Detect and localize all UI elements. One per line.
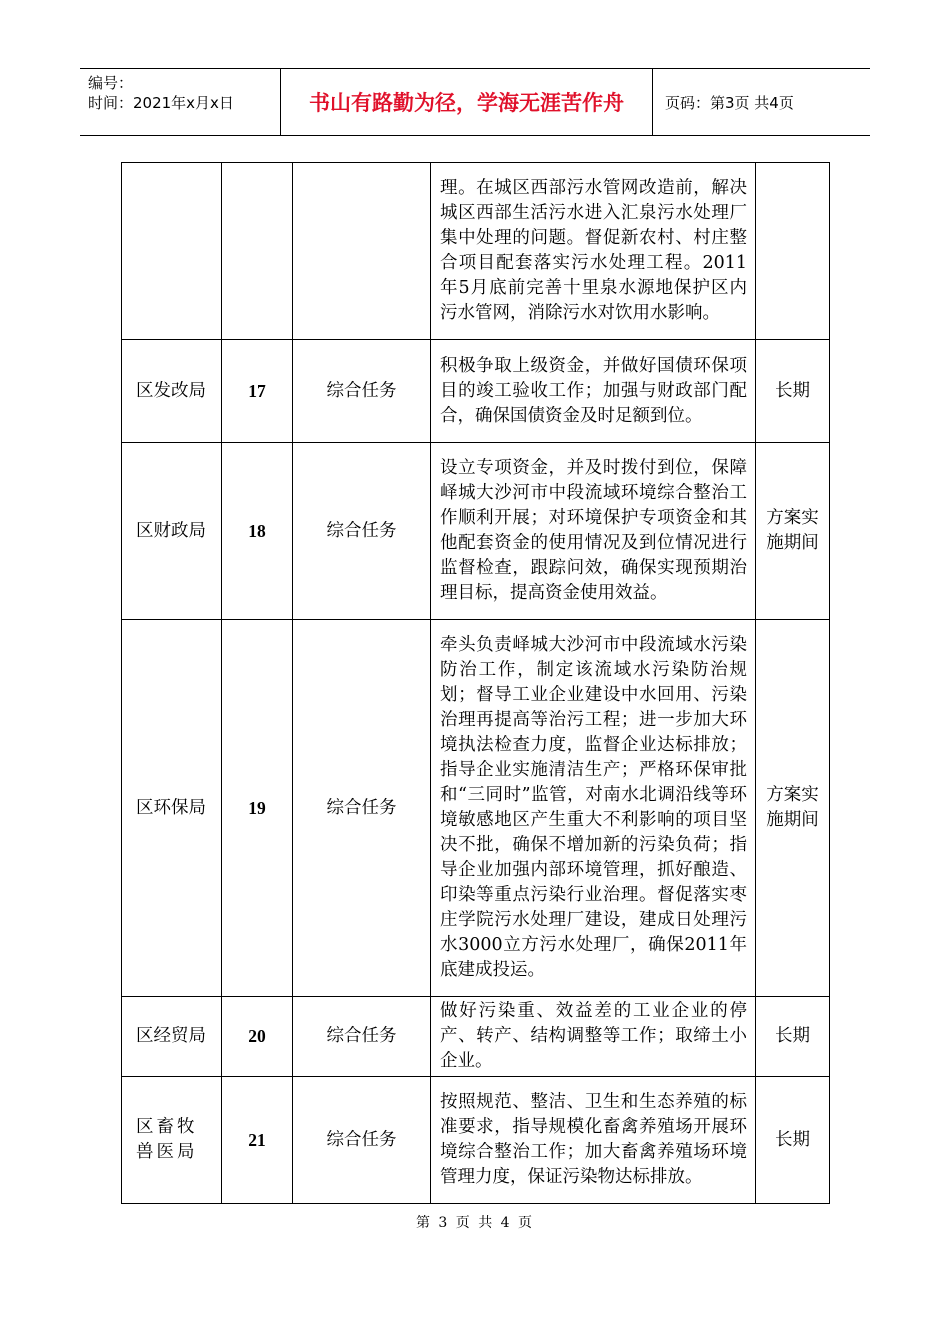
dept-cell: 区环保局 <box>122 620 222 997</box>
table-row <box>122 443 830 620</box>
type-cell: 综合任务 <box>293 340 431 443</box>
period-cell: 方案实施期间 <box>756 620 830 997</box>
table-row <box>122 620 830 997</box>
num-cell: 21 <box>222 1077 293 1204</box>
task-table <box>121 162 830 1204</box>
table-row <box>122 1077 830 1204</box>
num-cell: 18 <box>222 443 293 620</box>
time-label: 时间：2021年x月x日 <box>88 94 234 112</box>
content-cell: 积极争取上级资金，并做好国债环保项目的竣工验收工作；加强与财政部门配合，确保国债资金及时足额到位。 <box>431 340 756 443</box>
content-cell: 牵头负责峄城大沙河市中段流域水污染防治工作，制定该流域水污染防治规划；督导工业企业建设中水回用、污染治理再提高等治污工程；进一步加大环境执法检查力度，监督企业达标排放；指导企业实施清洁生产；严格环保审批和“三同时”监管，对南水北调沿线等环境敏感地区产生重大不利影响的项目坚决不批，确保不增加新的污染负荷；指导企业加强内部环境管理，抓好酿造、印染等重点污染行业治理。督促落实枣庄学院污水处理厂建设，建成日处理污水3000立方污水处理厂，确保2011年底建成投运。 <box>431 620 756 997</box>
table-row <box>122 340 830 443</box>
number-label: 编号： <box>88 74 134 92</box>
dept-cell <box>122 1077 222 1204</box>
num-cell: 17 <box>222 340 293 443</box>
header-meta <box>80 69 281 135</box>
page-header <box>80 68 870 136</box>
period-cell: 长期 <box>756 997 830 1077</box>
dept-label: 区畜牧兽医局 <box>136 1117 198 1162</box>
type-cell: 综合任务 <box>293 443 431 620</box>
dept-cell: 区发改局 <box>122 340 222 443</box>
dept-cell <box>122 163 222 340</box>
type-cell <box>293 163 431 340</box>
content-cell: 按照规范、整洁、卫生和生态养殖的标准要求，指导规模化畜禽养殖场开展环境综合整治工作；加大畜禽养殖场环境管理力度，保证污染物达标排放。 <box>431 1077 756 1204</box>
period-cell: 长期 <box>756 340 830 443</box>
content-cell: 做好污染重、效益差的工业企业的停产、转产、结构调整等工作；取缔土小企业。 <box>431 997 756 1077</box>
header-motto: 书山有路勤为径，学海无涯苦作舟 <box>281 69 653 135</box>
content-cell: 设立专项资金，并及时拨付到位，保障峄城大沙河市中段流域环境综合整治工作顺利开展；对环境保护专项资金和其他配套资金的使用情况及到位情况进行监督检查，跟踪问效，确保实现预期治理目标，提高资金使用效益。 <box>431 443 756 620</box>
num-cell: 19 <box>222 620 293 997</box>
type-cell: 综合任务 <box>293 997 431 1077</box>
table-row <box>122 997 830 1077</box>
page-footer: 第 3 页 共 4 页 <box>415 1215 535 1231</box>
table-row <box>122 163 830 340</box>
dept-cell: 区财政局 <box>122 443 222 620</box>
num-cell <box>222 163 293 340</box>
period-cell <box>756 163 830 340</box>
type-cell: 综合任务 <box>293 620 431 997</box>
period-cell: 方案实施期间 <box>756 443 830 620</box>
num-cell: 20 <box>222 997 293 1077</box>
period-cell: 长期 <box>756 1077 830 1204</box>
content-cell: 理。在城区西部污水管网改造前，解决城区西部生活污水进入汇泉污水处理厂集中处理的问题。督促新农村、村庄整合项目配套落实污水处理工程。2011年5月底前完善十里泉水源地保护区内污水管网，消除污水对饮用水影响。 <box>431 163 756 340</box>
dept-cell: 区经贸局 <box>122 997 222 1077</box>
type-cell: 综合任务 <box>293 1077 431 1204</box>
header-page-code: 页码：第3页 共4页 <box>665 93 794 112</box>
